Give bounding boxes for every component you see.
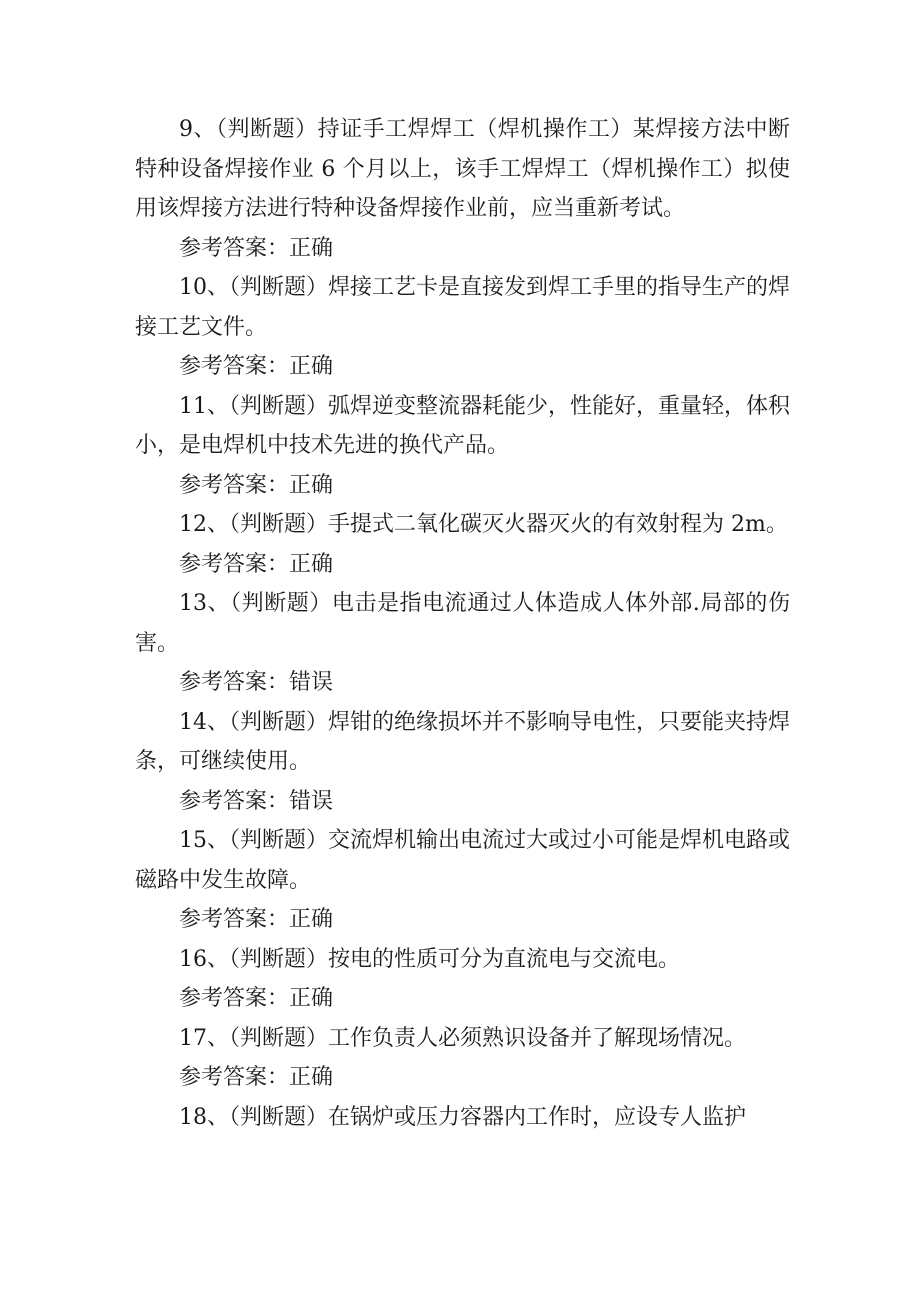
question-13: 13、（判断题）电击是指电流通过人体造成人体外部.局部的伤害。 <box>135 591 790 656</box>
question-12: 12、（判断题）手提式二氧化碳灭火器灭火的有效射程为 2m。 <box>179 512 788 537</box>
question-14: 14、（判断题）焊钳的绝缘损坏并不影响导电性，只要能夹持焊条，可继续使用。 <box>135 709 790 774</box>
answer-10: 参考答案：正确 <box>179 354 334 379</box>
question-10: 10、（判断题）焊接工艺卡是直接发到焊工手里的指导生产的焊接工艺文件。 <box>135 275 790 340</box>
answer-12: 参考答案：正确 <box>179 551 334 577</box>
question-16: 16、（判断题）按电的性质可分为直流电与交流电。 <box>179 946 680 972</box>
question-17: 17、（判断题）工作负责人必须熟识设备并了解现场情况。 <box>179 1025 746 1051</box>
answer-17: 参考答案：正确 <box>179 1065 334 1090</box>
answer-15: 参考答案：正确 <box>179 907 334 932</box>
question-18: 18、（判断题）在锅炉或压力容器内工作时，应设专人监护 <box>179 1104 746 1130</box>
answer-13: 参考答案：错误 <box>179 670 334 695</box>
question-list <box>135 110 790 1137</box>
answer-11: 参考答案：正确 <box>179 472 334 498</box>
question-15: 15、（判断题）交流焊机输出电流过大或过小可能是焊机电路或磁路中发生故障。 <box>135 828 790 893</box>
question-11: 11、（判断题）弧焊逆变整流器耗能少，性能好，重量轻，体积小，是电焊机中技术先进的换代产品。 <box>135 393 790 458</box>
question-9: 9、（判断题）持证手工焊焊工（焊机操作工）某焊接方法中断特种设备焊接作业 6 个月以上，该手工焊焊工（焊机操作工）拟使用该焊接方法进行特种设备焊接作业前，应当重新考试。 <box>135 117 790 221</box>
answer-16: 参考答案：正确 <box>179 986 334 1011</box>
answer-9: 参考答案：正确 <box>179 235 334 261</box>
answer-14: 参考答案：错误 <box>179 788 334 814</box>
